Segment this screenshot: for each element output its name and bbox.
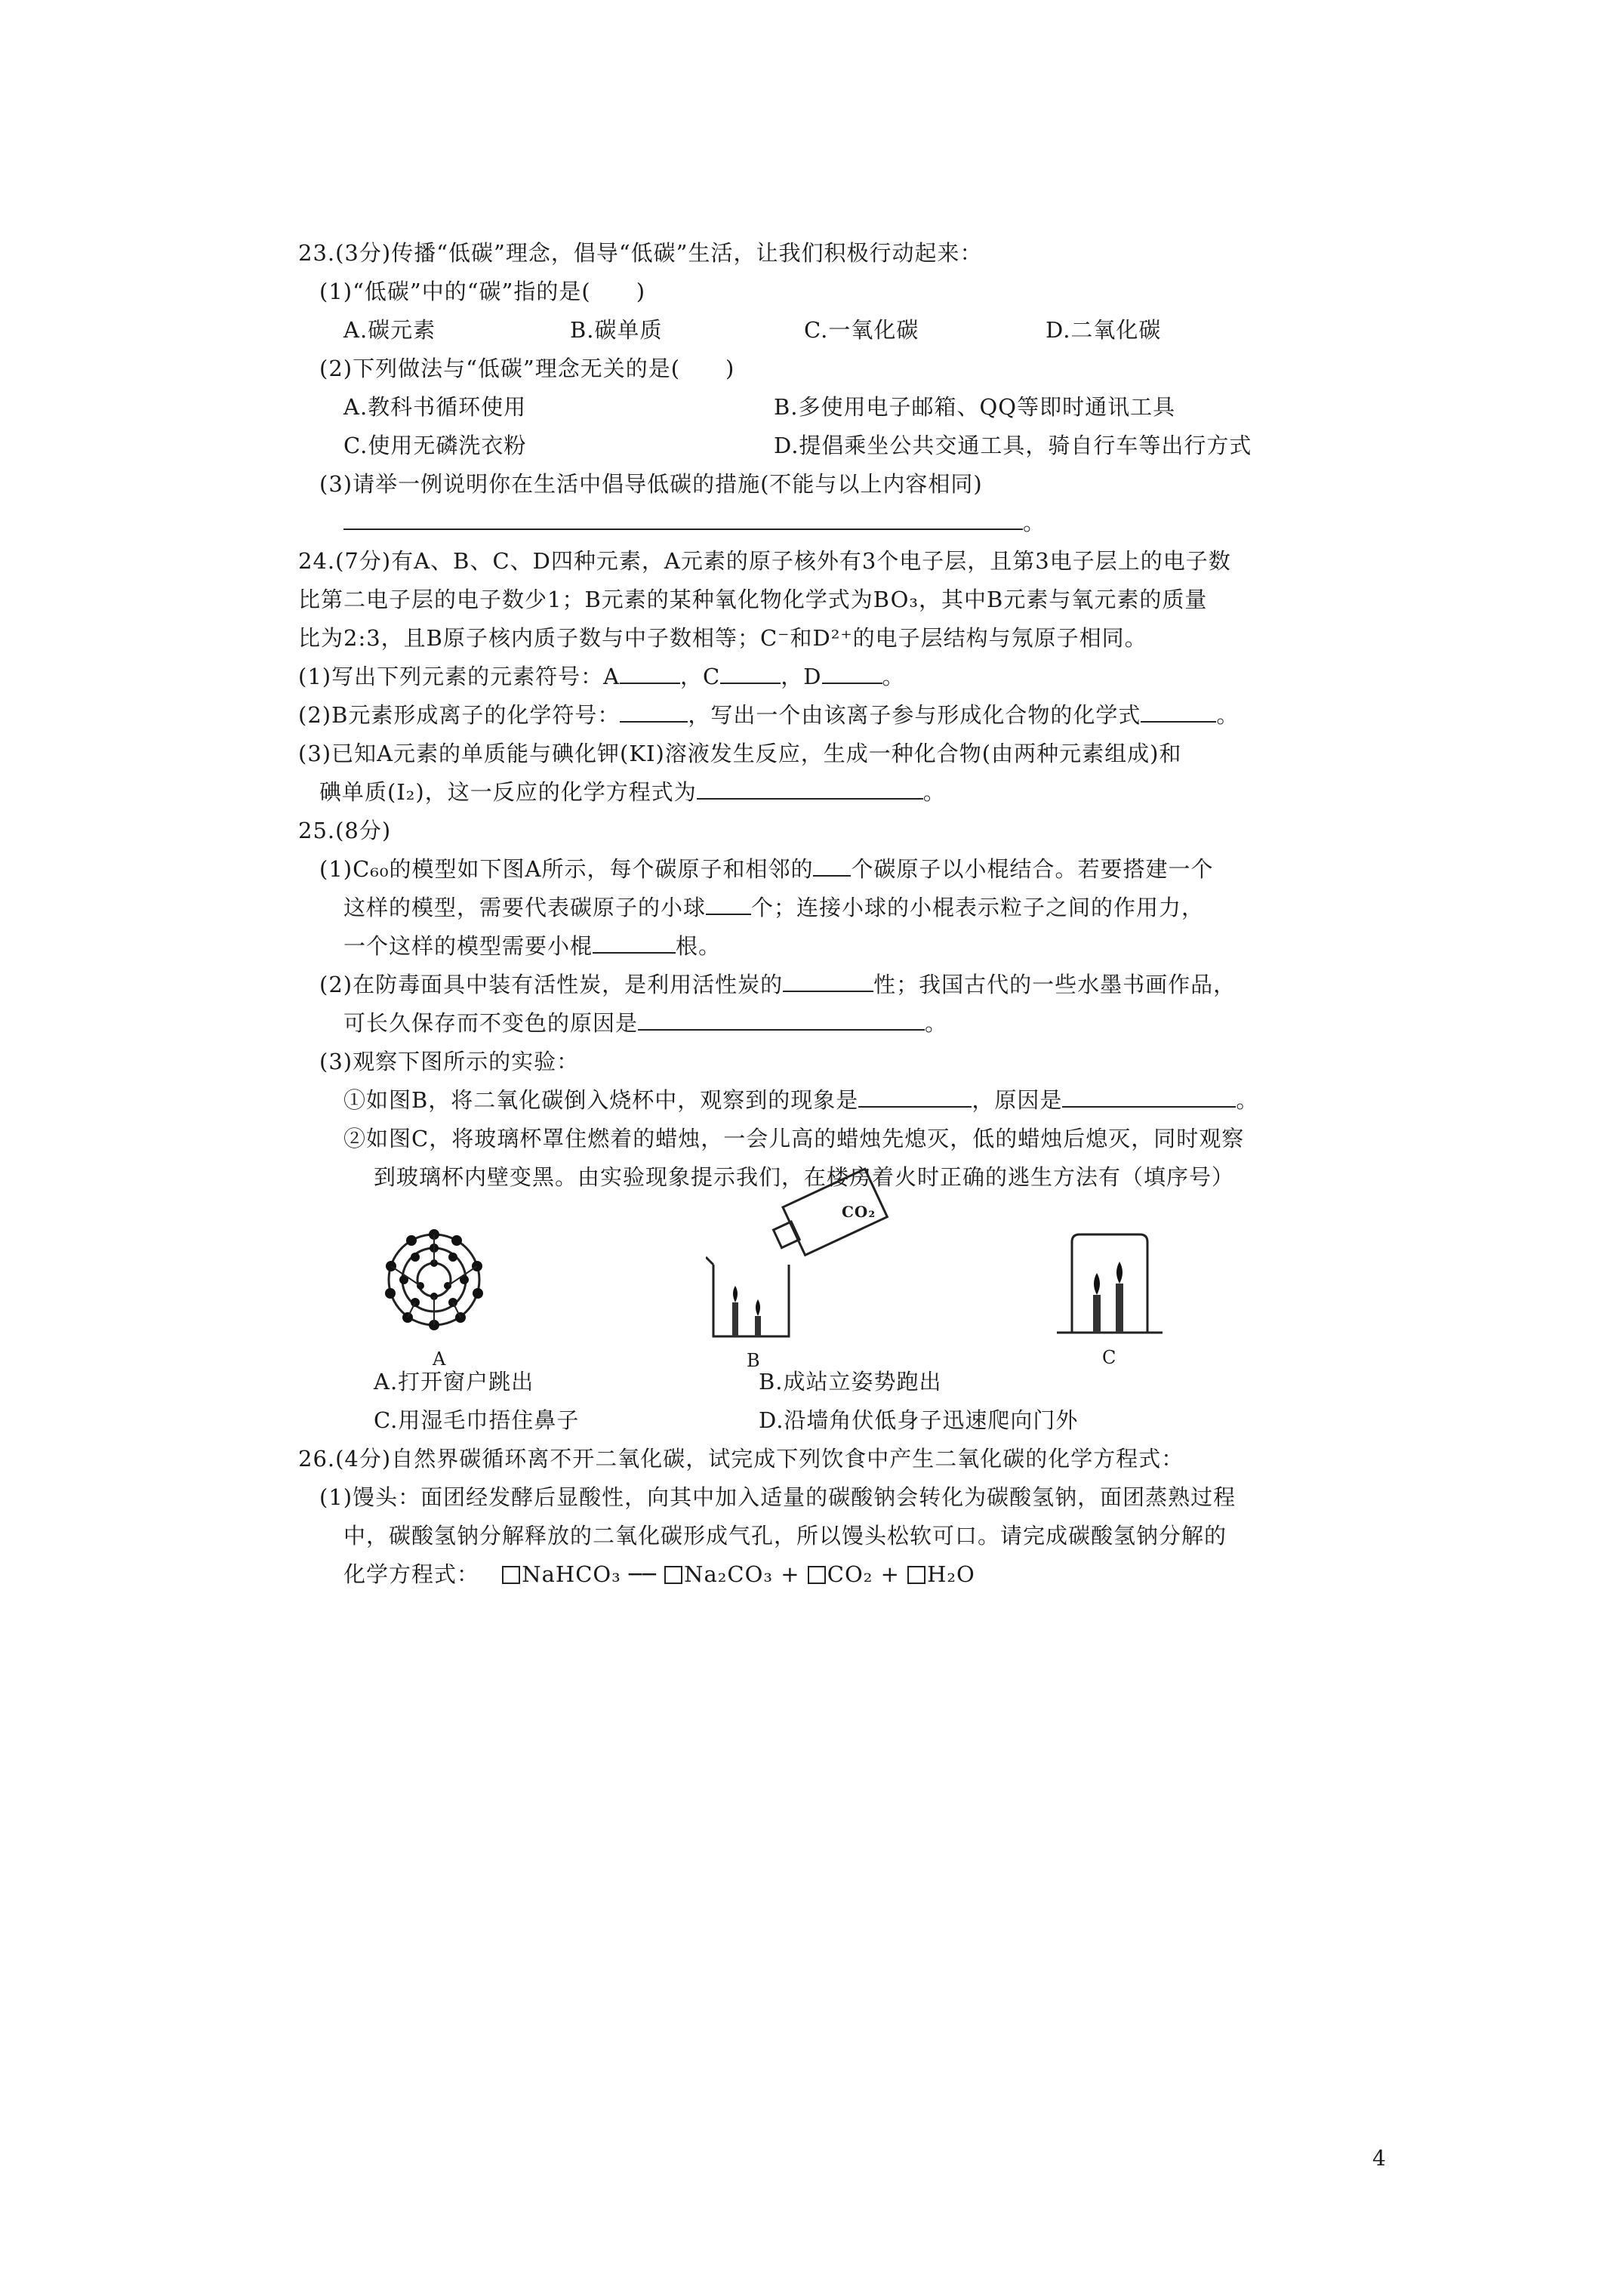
option: A.教科书循环使用	[343, 394, 527, 420]
answer-blank[interactable]	[697, 775, 923, 800]
answer-blank[interactable]	[620, 660, 680, 684]
option: C.使用无磷洗衣粉	[343, 433, 527, 458]
answer-blank[interactable]	[620, 698, 688, 723]
answer-blank[interactable]	[638, 1006, 925, 1031]
q25-part3: (3)观察下图所示的实验：	[319, 1049, 580, 1074]
answer-blank[interactable]	[1141, 698, 1216, 723]
option: D.沿墙角伏低身子迅速爬向门外	[759, 1407, 1079, 1433]
coefficient-box[interactable]	[808, 1566, 826, 1584]
option: B.多使用电子邮箱、QQ等即时通讯工具	[774, 394, 1176, 420]
q23-part1-options	[298, 311, 1280, 350]
q24-part3-1: (3)已知A元素的单质能与碘化钾(KI)溶液发生反应，生成一种化合物(由两种元素组成)和	[298, 741, 1182, 766]
option: B.成站立姿势跑出	[759, 1369, 942, 1395]
option: B.碳单质	[570, 317, 663, 343]
figure-label-b: B	[747, 1350, 761, 1371]
q26-part1-1: (1)馒头：面团经发酵后显酸性，向其中加入适量的碳酸钠会转化为碳酸氢钠，面团蒸熟过程	[319, 1484, 1236, 1510]
answer-blank[interactable]	[343, 506, 1023, 530]
answer-blank[interactable]	[858, 1083, 972, 1108]
q25-title: 25.(8分)	[298, 818, 392, 843]
figures-row	[298, 1197, 1280, 1371]
answer-blank[interactable]	[1062, 1083, 1236, 1108]
answer-blank[interactable]	[813, 852, 851, 877]
question-content	[298, 234, 1280, 1594]
q25-part3-1: ①如图B，将二氧化碳倒入烧杯中，观察到的现象是 ，原因是 。	[298, 1081, 1280, 1120]
q23-part2-options-row1	[298, 388, 1280, 427]
coefficient-box[interactable]	[907, 1566, 925, 1584]
option: A.碳元素	[343, 317, 436, 343]
q25-part2-2: 可长久保存而不变色的原因是 。	[298, 1004, 1280, 1043]
answer-blank[interactable]	[822, 660, 882, 684]
q26-title: 26.(4分)自然界碳循环离不开二氧化碳，试完成下列饮食中产生二氧化碳的化学方程式：	[298, 1446, 1184, 1472]
answer-blank[interactable]	[593, 929, 676, 954]
figure-label-a: A	[433, 1348, 447, 1370]
q26-equation-line: 化学方程式： NaHCO₃ ── Na₂CO₃ + CO₂ + H₂O	[343, 1561, 975, 1587]
option: D.二氧化碳	[1046, 317, 1162, 343]
q23-title: 23.(3分)传播“低碳”理念，倡导“低碳”生活，让我们积极行动起来：	[298, 240, 983, 266]
coefficient-box[interactable]	[664, 1566, 682, 1584]
q23-part2-options-row2	[298, 427, 1280, 465]
answer-blank[interactable]	[720, 660, 781, 684]
q25-part3-2a: ②如图C，将玻璃杯罩住燃着的蜡烛，一会儿高的蜡烛先熄灭，低的蜡烛后熄灭，同时观察	[343, 1126, 1245, 1151]
q25-escape-options-row2	[298, 1401, 1280, 1440]
page-number: 4	[1372, 2146, 1386, 2171]
q23-part3: (3)请举一例说明你在生活中倡导低碳的措施(不能与以上内容相同)	[319, 471, 983, 497]
q25-part2-1: (2)在防毒面具中装有活性炭，是利用活性炭的 性；我国古代的一些水墨书画作品，	[298, 966, 1280, 1004]
co2-bottle-label: CO₂	[842, 1203, 876, 1221]
covered-candles-figure	[1057, 1223, 1163, 1336]
q24-part2: (2)B元素形成离子的化学符号： ，写出一个由该离子参与形成化合物的化学式 。	[298, 696, 1280, 735]
option: A.打开窗户跳出	[374, 1369, 534, 1395]
figure-label-c: C	[1102, 1347, 1117, 1368]
q25-part1-1: (1)C₆₀的模型如下图A所示，每个碳原子和相邻的 个碳原子以小棍结合。若要搭建一个	[298, 850, 1280, 889]
q24-stem-3: 比为2:3，且B原子核内质子数与中子数相等；C⁻和D²⁺的电子层结构与氖原子相同。	[298, 625, 1147, 651]
q23-part2: (2)下列做法与“低碳”理念无关的是( )	[319, 356, 735, 381]
q24-part3-2: 碘单质(I₂)，这一反应的化学方程式为 。	[298, 773, 1280, 812]
q25-part1-2: 这样的模型，需要代表碳原子的小球 个；连接小球的小棍表示粒子之间的作用力，	[298, 889, 1280, 927]
chemical-equation: NaHCO₃ ── Na₂CO₃ + CO₂ + H₂O	[502, 1561, 975, 1587]
option: D.提倡乘坐公共交通工具，骑自行车等出行方式	[774, 433, 1252, 458]
answer-blank[interactable]	[783, 968, 873, 992]
c60-model-figure	[381, 1227, 487, 1333]
answer-blank[interactable]	[706, 891, 751, 915]
q24-stem-1: 24.(7分)有A、B、C、D四种元素，A元素的原子核外有3个电子层，且第3电子层上的电子数	[298, 548, 1231, 574]
coefficient-box[interactable]	[502, 1566, 520, 1584]
q23-part1: (1)“低碳”中的“碳”指的是( )	[319, 279, 646, 304]
q23-answer-line: 。	[298, 504, 1280, 542]
q25-part1-3: 一个这样的模型需要小棍 根。	[298, 927, 1280, 966]
q24-stem-2: 比第二电子层的电子数少1；B元素的某种氧化物化学式为BO₃，其中B元素与氧元素的质量	[298, 587, 1208, 612]
q26-part1-2: 中，碳酸氢钠分解释放的二氧化碳形成气孔，所以馒头松软可口。请完成碳酸氢钠分解的	[343, 1523, 1227, 1549]
option: C.一氧化碳	[804, 317, 919, 343]
q25-part3-2b: 到玻璃杯内壁变黑。由实验现象提示我们，在楼房着火时正确的逃生方法有（填序号）	[374, 1164, 1235, 1190]
option: C.用湿毛巾捂住鼻子	[374, 1407, 580, 1433]
q24-part1: (1)写出下列元素的元素符号：A ，C ，D 。	[298, 658, 1280, 696]
